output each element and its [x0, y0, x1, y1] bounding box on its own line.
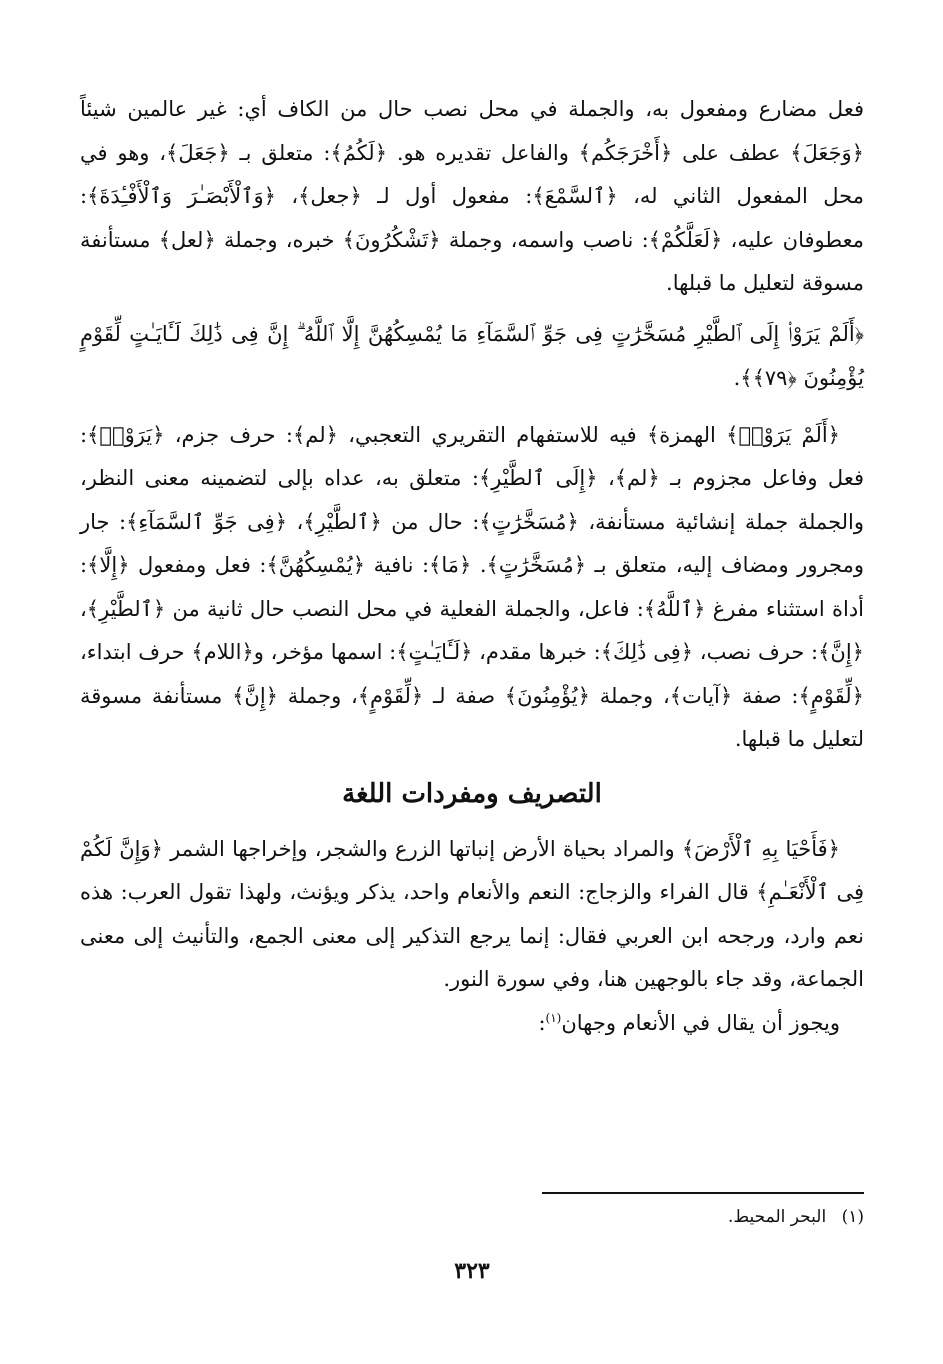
page-number: ٣٢٣ — [454, 1258, 490, 1284]
poetry-intro-text: ويجوز أن يقال في الأنعام وجهان — [561, 1010, 840, 1035]
footnote — [728, 1202, 864, 1232]
paragraph-vocabulary: ﴿فَأَحْيَا بِهِ ٱلْأَرْضَ﴾ والمراد بحياة الأرض إنباتها الزرع والشجر، وإخراجها الشمر ﴿وَإِنَّ لَكُمْ فِى ٱلْأَنْعَـٰمِ﴾ قال الفراء والزجاج: النعم والأنعام واحد، يذكر ويؤنث، ولهذا تقول العرب: هذه نعم وارد، ورجحه ابن العربي فقال: إنما يرجع التذكير إلى معنى الجمع، والتأنيث إلى معنى الجماعة، وقد جاء بالوجهين هنا، وفي سورة النور. — [80, 836, 864, 991]
footnote-text: البحر المحيط. — [728, 1207, 827, 1227]
paragraph-grammar-analysis: ﴿أَلَمْ يَرَوْا۟﴾ الهمزة﴾ فيه للاستفهام التقريري التعجبي، ﴿لم﴾: حرف جزم، ﴿يَرَوْا۟﴾: فعل وفاعل مجزوم بـ ﴿لم﴾، ﴿إِلَى ٱلطَّيْرِ﴾: متعلق به، عداه بإلى لتضمينه معنى النظر، والجملة جملة إنشائية مستأنفة، ﴿مُسَخَّرَٰتٍ﴾: حال من ﴿ٱلطَّيْرِ﴾، ﴿فِى جَوِّ ٱلسَّمَآءِ﴾: جار ومجرور ومضاف إليه، متعلق بـ ﴿مُسَخَّرَٰتٍ﴾. ﴿مَا﴾: نافية ﴿يُمْسِكُهُنَّ﴾: فعل ومفعول ﴿إِلَّا﴾: أداة استثناء مفرغ ﴿ٱللَّهُ﴾: فاعل، والجملة الفعلية في محل النصب حال ثانية من ﴿ٱلطَّيْرِ﴾، ﴿إِنَّ﴾: حرف نصب، ﴿فِى ذَٰلِكَ﴾: خبرها مقدم، ﴿لَـَٔايَـٰتٍ﴾: اسمها مؤخر، و﴿اللام﴾ حرف ابتداء، ﴿لِّقَوْمٍ﴾: صفة ﴿آيات﴾، وجملة ﴿يُؤْمِنُونَ﴾ صفة لـ ﴿لِّقَوْمٍ﴾، وجملة ﴿إِنَّ﴾ مستأنفة مسوقة لتعليل ما قبلها. — [80, 422, 865, 751]
paragraph-grammar-continued: فعل مضارع ومفعول به، والجملة في محل نصب حال من الكاف أي: غير عالمين شيئاً ﴿وَجَعَلَ﴾ عطف على ﴿أَخْرَجَكُم﴾ والفاعل تقديره هو. ﴿لَكُمُ﴾: متعلق بـ ﴿جَعَلَ﴾، وهو في محل المفعول الثاني له، ﴿ٱلسَّمْعَ﴾: مفعول أول لـ ﴿جعل﴾، ﴿وَٱلْأَبْصَـٰرَ وَٱلْأَفْـِٔدَةَ﴾: معطوفان عليه، ﴿لَعَلَّكُمْ﴾: ناصب واسمه، وجملة ﴿تَشْكُرُونَ﴾ خبره، وجملة ﴿لعل﴾ مستأنفة مسوقة لتعليل ما قبلها. — [80, 97, 864, 295]
footnote-number: (١) — [841, 1207, 864, 1227]
poetry-intro-colon: : — [538, 1010, 546, 1035]
paragraph-poetry-intro — [80, 1002, 864, 1046]
footnote-divider — [542, 1192, 864, 1194]
page-body — [80, 88, 864, 1288]
quran-verse: ﴿أَلَمْ يَرَوْا۟ إِلَى ٱلطَّيْرِ مُسَخَّرَٰتٍ فِى جَوِّ ٱلسَّمَآءِ مَا يُمْسِكُهُنَّ إِلَّا ٱللَّهُ ۗ إِنَّ فِى ذَٰلِكَ لَـَٔايَـٰتٍ لِّقَوْمٍ يُؤْمِنُونَ ﴿٧٩﴾﴾. — [80, 321, 864, 390]
section-heading: التصريف ومفردات اللغة — [342, 778, 602, 809]
footnote-reference: (١) — [545, 1010, 562, 1025]
